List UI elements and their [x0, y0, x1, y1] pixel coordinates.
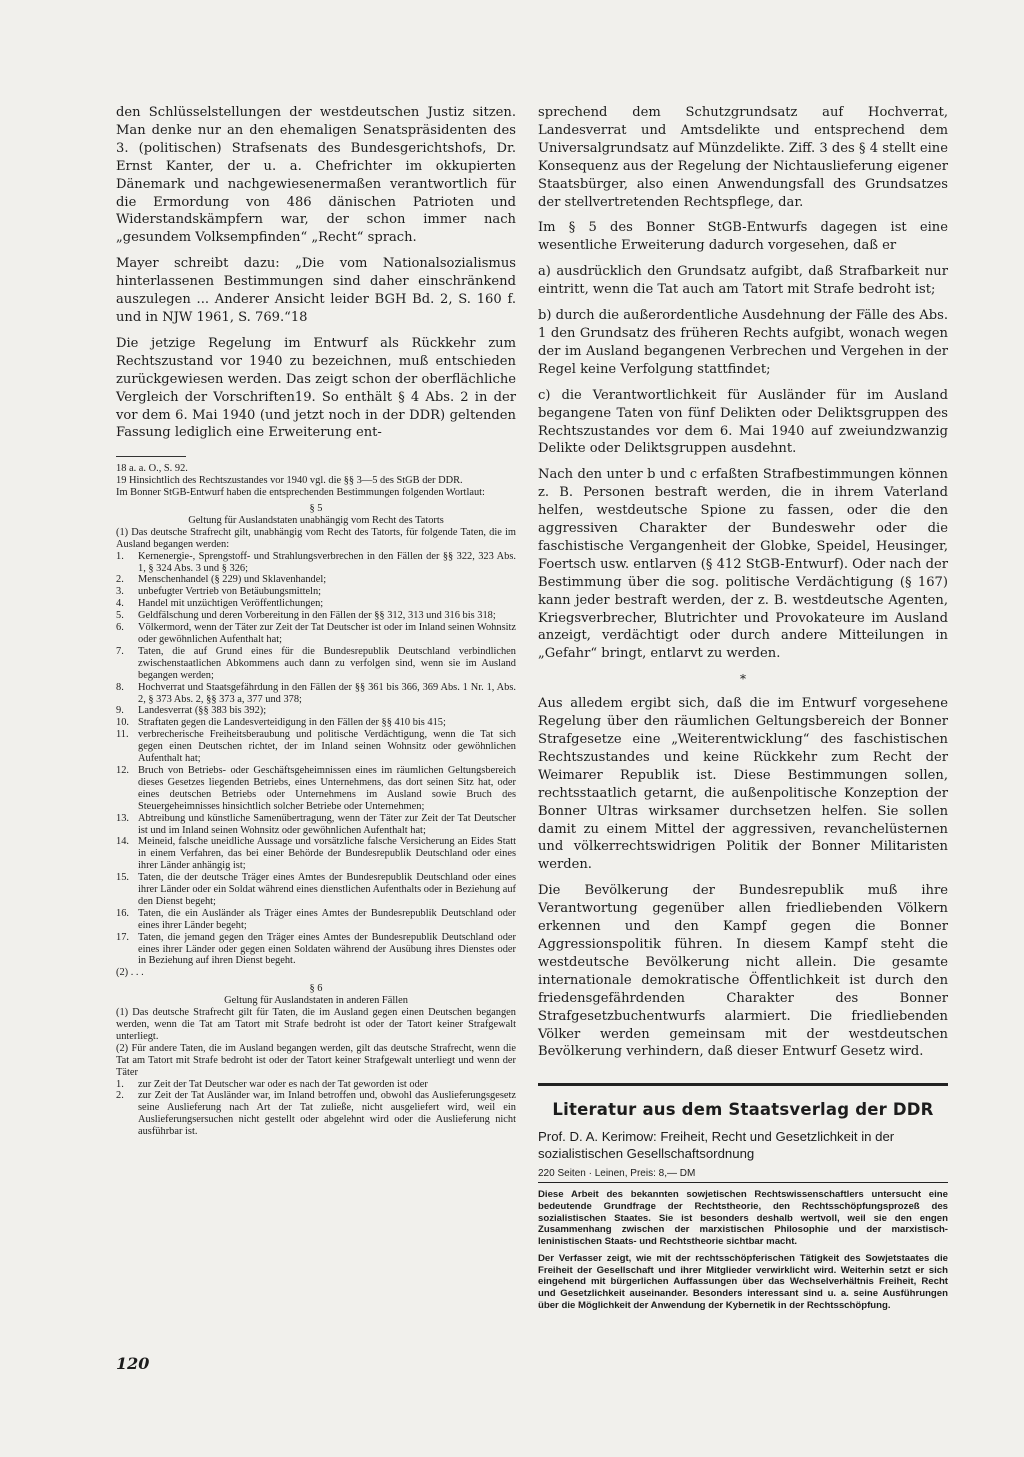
advert-title: Literatur aus dem Staatsverlag der DDR	[552, 1100, 934, 1120]
left-body	[116, 104, 516, 442]
list-item	[116, 717, 516, 729]
item-text: Meineid, falsche uneidliche Aussage und vorsätzliche falsche Versicherung an Eides Statt in einem Verfahren, das bei einer Behörde der Bundesrepublik Deutschland oder eines ihrer Länder anhängig ist;	[138, 836, 516, 872]
item-text: zur Zeit der Tat Deutscher war oder es nach der Tat geworden ist oder	[138, 1078, 428, 1090]
item-text: verbrecherische Freiheitsberaubung und politische Verdächtigung, wenn die Tat sich gegen einen Deutschen richtet, der im Inland seinen Wohnsitz oder gewöhnlichen Aufenthalt hat;	[138, 729, 516, 765]
list-item	[116, 836, 516, 872]
section-6-para-2: (2) Für andere Taten, die im Ausland begangen werden, gilt das deutsche Strafrecht, wenn die Tat am Tatort mit Strafe bedroht ist oder der Tatort keiner Strafgewalt unterliegt und wenn der Täter	[116, 1042, 516, 1078]
page-number: 120	[116, 1354, 150, 1373]
list-item	[116, 729, 516, 765]
advert-paragraph: Diese Arbeit des bekannten sowjetischen Rechtswissenschaftlers untersucht eine bedeutende Grundfrage der Rechtstheorie, den Rechtsschöpfungsprozeß des sozialistischen Staates. Sie ist besonders deshalb wertvoll, weil sie den engen Zusammenhang zwischen der marxistischen Philosophie und der marxistisch-leninistischen Staats- und Rechtstheorie sichtbar macht.	[538, 1189, 948, 1247]
advert-book-title: Prof. D. A. Kerimow: Freiheit, Recht und Gesetzlichkeit in der sozialistischen Gesellschaftsordnung	[538, 1129, 895, 1161]
footnote: 19 Hinsichtlich des Rechtszustandes vor 1940 vgl. die §§ 3—5 des StGB der DDR.	[116, 475, 463, 487]
footnotes	[116, 463, 516, 1138]
footnote: 18 a. a. O., S. 92.	[116, 463, 188, 475]
item-text: unbefugter Vertrieb von Betäubungsmitteln;	[138, 586, 322, 598]
item-number: 11.	[116, 729, 129, 741]
list-item	[116, 908, 516, 932]
item-number: 1.	[116, 550, 124, 562]
item-text: Geldfälschung und deren Vorbereitung in den Fällen der §§ 312, 313 und 316 bis 318;	[138, 610, 496, 622]
paragraph: Die Bevölkerung der Bundesrepublik muß ihre Verantwortung gegenüber allen friedliebenden Völkern erkennen und den Kampf gegen die Bonner Aggressionspolitik führen. In diesem Kampf steht die westdeutsche Bevölkerung nicht allein. Die gesamte internationale demokratische Öffentlichkeit ist durch den friedensgefährdenden Charakter des Bonner Strafgesetzbuchentwurfs alarmiert. Die friedliebenden Völker werden gemeinsam mit der westdeutschen Bevölkerung verhindern, daß dieser Entwurf Gesetz wird.	[538, 883, 948, 1060]
section-6-para-1: (1) Das deutsche Strafrecht gilt für Taten, die im Ausland gegen einen Deutschen begangen werden, wenn die Tat am Tatort mit Strafe bedroht ist oder der Tatort keiner Strafgewalt unterliegt.	[116, 1007, 516, 1042]
paragraph: b) durch die außerordentliche Ausdehnung der Fälle des Abs. 1 den Grundsatz des früheren Rechts aufgibt, wonach wegen der im Ausland begangenen Verbrechen und Vergehen in der Regel keine Verfolgung stattfindet;	[538, 308, 948, 377]
advert-divider	[538, 1083, 948, 1086]
item-number: 1.	[116, 1078, 124, 1090]
item-text: Taten, die ein Ausländer als Träger eines Amtes der Bundesrepublik Deutschland oder eines ihrer Länder begeht;	[138, 907, 516, 931]
item-number: 2.	[116, 574, 124, 586]
section-5-title: Geltung für Auslandstaten unabhängig vom Recht des Tatorts	[188, 514, 444, 526]
advert-box	[538, 1100, 948, 1311]
footnote-divider	[116, 456, 186, 457]
list-item	[116, 705, 516, 717]
item-text: Hochverrat und Staatsgefährdung in den Fällen der §§ 361 bis 366, 369 Abs. 1 Nr. 1, Abs. 2, § 373 Abs. 2, §§ 373 a, 377 und 378;	[138, 681, 516, 705]
item-text: Taten, die der deutsche Träger eines Amtes der Bundesrepublik Deutschland oder eines ihrer Länder oder ein Soldat während eines dienstlichen Aufenthalts oder in Beziehung auf den Dienst begeht;	[138, 872, 516, 907]
right-column	[538, 104, 948, 1317]
section-6-number: § 6	[309, 983, 323, 995]
list-item	[116, 1079, 516, 1091]
item-text: Kernenergie-, Sprengstoff- und Strahlungsverbrechen in den Fällen der §§ 322, 323 Abs. 1, § 324 Abs. 3 und § 326;	[138, 550, 516, 574]
list-item	[116, 622, 516, 646]
item-text: zur Zeit der Tat Ausländer war, im Inland betroffen und, obwohl das Auslieferungsgesetz seine Auslieferung nach Art der Tat zuließe, nicht ausgeliefert wird, weil ein Auslieferungsersuchen nicht gestellt oder abgelehnt wird oder die Auslieferung nicht ausführbar ist.	[138, 1090, 516, 1138]
paragraph: Im § 5 des Bonner StGB-Entwurfs dagegen ist eine wesentliche Erweiterung dadurch vorgesehen, daß er	[538, 220, 948, 254]
list-item	[116, 598, 516, 610]
item-number: 3.	[116, 586, 124, 598]
paragraph: sprechend dem Schutzgrundsatz auf Hochverrat, Landesverrat und Amtsdelikte und entsprechend dem Universalgrundsatz auf Münzdelikte. Ziff. 3 des § 4 stellt eine Konsequenz aus der Regelung der Nichtauslieferung eigener Staatsbürger, also einen Anwendungsfall des Grundsatzes der stellvertretenden Rechtspflege, dar.	[538, 105, 948, 210]
list-item	[116, 610, 516, 622]
item-number: 5.	[116, 610, 124, 622]
item-text: Handel mit unzüchtigen Veröffentlichungen;	[138, 598, 324, 610]
item-number: 8.	[116, 681, 124, 693]
paragraph: den Schlüsselstellungen der westdeutschen Justiz sitzen. Man denke nur an den ehemaligen Senatspräsidenten des 3. (politischen) Strafsenats des Bundesgerichtshofs, Dr. Ernst Kanter, der u. a. Chefrichter im okkupierten Dänemark und nachgewiesenermaßen verantwortlich für die Ermordung von 486 dänischen Patrioten und Widerstandskämpfern war, der schon immer nach „gesundem Volksempfinden“ „Recht“ sprach.	[116, 105, 516, 246]
section-5-subsection-2: (2) . . .	[116, 967, 144, 979]
list-item	[116, 574, 516, 586]
paragraph: Nach den unter b und c erfaßten Strafbestimmungen können z. B. Personen bestraft werden, die in ihrem Vaterland helfen, westdeutsche Spione zu fassen, oder die den aggressiven Charakter der Bundeswehr oder die faschistische Vergangenheit der Globke, Speidel, Heusinger, Foertsch usw. entlarven (§ 412 StGB-Entwurf). Oder nach der Bestimmung über die sog. politische Verdächtigung (§ 167) kann jeder bestraft werden, der z. B. westdeutsche Agenten, Kriegsverbrecher, Blutrichter und Provokateure im Ausland anzeigt, verdächtigt oder durch andere Mitteilungen in „Gefahr“ bringt, entlarvt zu werden.	[538, 467, 948, 662]
list-item	[116, 1090, 516, 1138]
section-6-title: Geltung für Auslandstaten in anderen Fällen	[224, 995, 408, 1007]
section-6-list	[116, 1079, 516, 1139]
list-item	[116, 646, 516, 682]
item-text: Taten, die auf Grund eines für die Bundesrepublik Deutschland verbindlichen zwischenstaatlichen Abkommens auch dann zu verfolgen sind, wenn sie im Ausland begangen werden;	[138, 645, 516, 681]
advert-description	[538, 1189, 948, 1311]
section-5-number: § 5	[309, 503, 323, 515]
paragraph: Mayer schreibt dazu: „Die vom Nationalsozialismus hinterlassenen Bestimmungen sind daher einschränkend auszulegen ... Anderer Ansicht leider BGH Bd. 2, S. 160 f. und in NJW 1961, S. 769.“18	[116, 256, 516, 325]
item-text: Bruch von Betriebs- oder Geschäftsgeheimnissen eines im räumlichen Geltungsbereich dieses Gesetzes liegenden Betriebs, eines Unternehmens, das dort seinen Sitz hat, oder eines deutschen Betriebs oder Unternehmens im Ausland sowie Bruch des Steuergeheimnisses hinsichtlich solcher Betriebe oder Unternehmen;	[138, 764, 516, 812]
item-number: 13.	[116, 812, 129, 824]
section-5-list	[116, 551, 516, 968]
paragraph: Aus alledem ergibt sich, daß die im Entwurf vorgesehene Regelung über den räumlichen Geltungsbereich der Bonner Strafgesetze eine „Weiterentwicklung“ des faschistischen Rechtszustandes und keine Rückkehr zum Recht der Weimarer Republik ist. Diese Bestimmungen sollen, rechtsstaatlich getarnt, die außenpolitische Konzeption der Bonner Ultras wirksamer durchsetzen helfen. Sie sollen damit zu einem Mittel der aggressiven, revanchelüsternen und völkerrechtswidrigen Politik der Bonner Militaristen werden.	[538, 696, 948, 873]
item-text: Völkermord, wenn der Täter zur Zeit der Tat Deutscher ist oder im Inland seinen Wohnsitz oder gewöhnlichen Aufenthalt hat;	[138, 622, 516, 645]
item-number: 15.	[116, 872, 129, 884]
advert-book-meta: 220 Seiten · Leinen, Preis: 8,— DM	[538, 1168, 696, 1180]
paragraph: Die jetzige Regelung im Entwurf als Rückkehr zum Rechtszustand vor 1940 zu bezeichnen, muß entschieden zurückgewiesen werden. Das zeigt schon der oberflächliche Vergleich der Vorschriften19. So enthält § 4 Abs. 2 in der vor dem 6. Mai 1940 (und jetzt noch in der DDR) geltenden Fassung lediglich eine Erweiterung ent-	[116, 335, 516, 441]
item-number: 4.	[116, 598, 124, 610]
list-item	[116, 765, 516, 813]
list-item	[116, 932, 516, 968]
paragraph: c) die Verantwortlichkeit für Ausländer für im Ausland begangene Taten von fünf Delikten oder Deliktsgruppen des Rechtszustandes vor dem 6. Mai 1940 auf zweiundzwanzig Delikte oder Deliktsgruppen ausdehnt.	[538, 387, 948, 457]
item-number: 16.	[116, 907, 129, 919]
item-number: 9.	[116, 705, 124, 717]
list-item	[116, 872, 516, 908]
right-body	[538, 104, 948, 1061]
section-5-intro: (1) Das deutsche Strafrecht gilt, unabhängig vom Recht des Tatorts, für folgende Taten, die im Ausland begangen werden:	[116, 526, 516, 550]
list-item	[116, 813, 516, 837]
advert-rule	[538, 1182, 948, 1183]
item-number: 2.	[116, 1090, 124, 1102]
item-text: Menschenhandel (§ 229) und Sklavenhandel;	[138, 574, 327, 586]
item-text: Abtreibung und künstliche Samenübertragung, wenn der Täter zur Zeit der Tat Deutscher ist und im Inland seinen Wohnsitz oder gewöhnlichen Aufenthalt hat;	[138, 812, 516, 836]
list-item	[116, 682, 516, 706]
item-number: 10.	[116, 717, 129, 729]
advert-paragraph: Der Verfasser zeigt, wie mit der rechtsschöpferischen Tätigkeit des Sowjetstaates die Freiheit der Gesellschaft und ihrer Mitglieder verwirklicht wird. Weiterhin setzt er sich eingehend mit bürgerlichen Auffassungen über das Wechselverhältnis Freiheit, Recht und Gesetzlichkeit auseinander. Besonders interessant sind u. a. seine Ausführungen über die Möglichkeit der Anwendung der Kybernetik in der Rechtsschöpfung.	[538, 1253, 948, 1311]
section-separator: *	[740, 672, 746, 687]
list-item	[116, 551, 516, 575]
item-number: 7.	[116, 645, 124, 657]
item-number: 12.	[116, 764, 129, 776]
paragraph: a) ausdrücklich den Grundsatz aufgibt, daß Strafbarkeit nur eintritt, wenn die Tat auch am Tatort mit Strafe bedroht ist;	[538, 264, 948, 298]
list-item	[116, 586, 516, 598]
item-number: 14.	[116, 836, 129, 848]
item-number: 6.	[116, 622, 124, 634]
item-text: Taten, die jemand gegen den Träger eines Amtes der Bundesrepublik Deutschland oder eines ihrer Länder oder gegen einen Soldaten während der Ausübung ihres Dienstes oder in Beziehung auf ihren Dienst begeht.	[138, 931, 516, 967]
item-number: 17.	[116, 931, 129, 943]
item-text: Landesverrat (§§ 383 bis 392);	[138, 705, 267, 717]
footnote: Im Bonner StGB-Entwurf haben die entsprechenden Bestimmungen folgenden Wortlaut:	[116, 487, 485, 499]
left-column	[116, 104, 516, 1138]
item-text: Straftaten gegen die Landesverteidigung in den Fällen der §§ 410 bis 415;	[138, 717, 446, 729]
